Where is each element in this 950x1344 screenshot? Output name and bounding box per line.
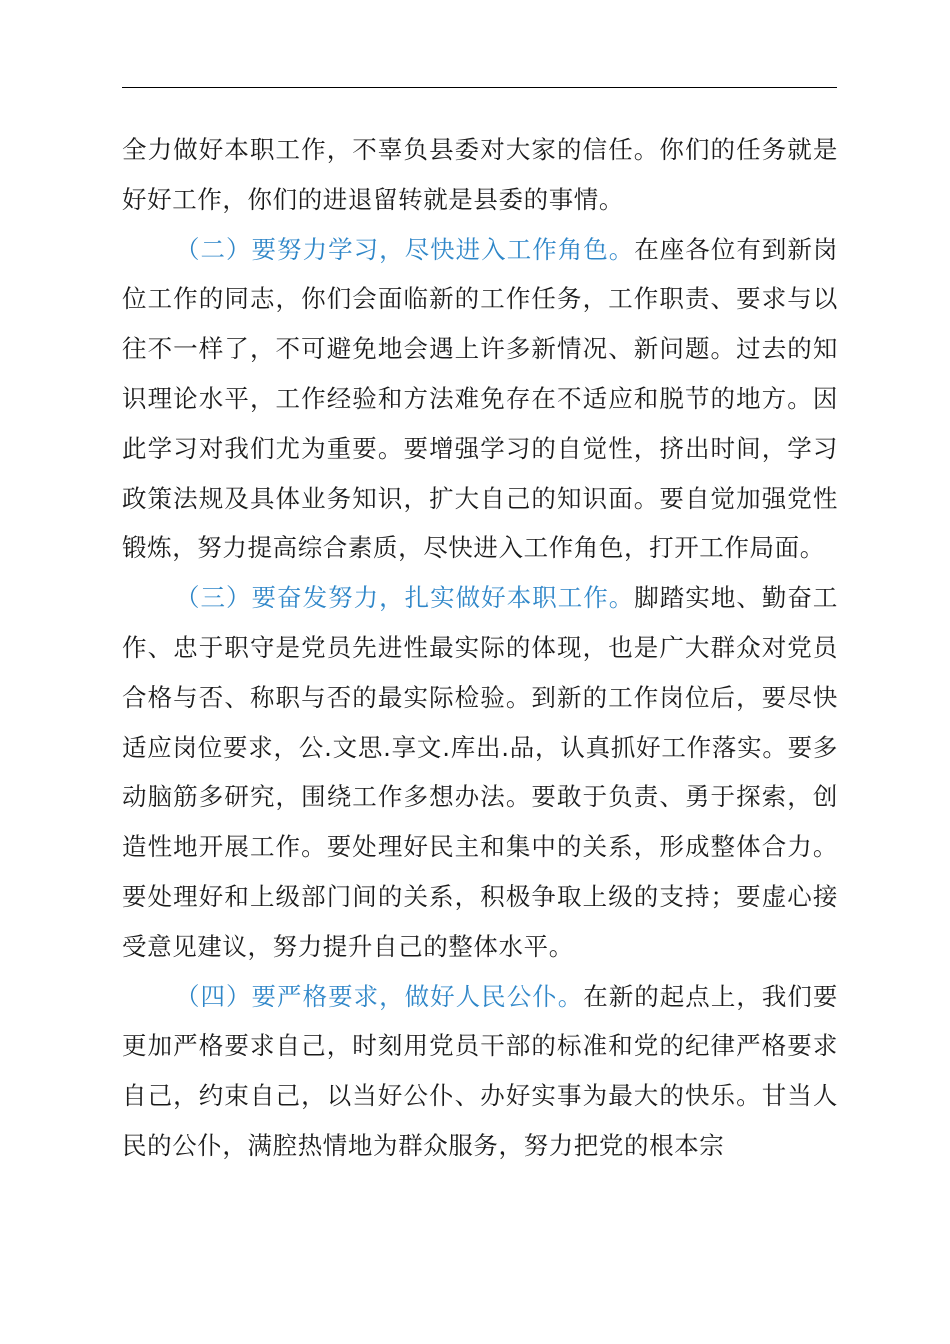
- paragraph-section-three: [122, 573, 838, 971]
- paragraph-text: 在座各位有到新岗位工作的同志，你们会面临新的工作任务，工作职责、要求与以往不一样了，不可避免地会遇上许多新情况、新问题。过去的知识理论水平，工作经验和方法难免存在不适应和脱节的地方。因此学习对我们尤为重要。要增强学习的自觉性，挤出时间，学习政策法规及具体业务知识，扩大自己的知识面。要自觉加强党性锻炼，努力提高综合素质，尽快进入工作角色，打开工作局面。: [122, 234, 838, 563]
- paragraph-text: 全力做好本职工作，不辜负县委对大家的信任。你们的任务就是好好工作，你们的进退留转就是县委的事情。: [122, 135, 838, 214]
- document-body: [122, 125, 838, 1171]
- paragraph-text: 脚踏实地、勤奋工作、忠于职守是党员先进性最实际的体现，也是广大群众对党员合格与否、称职与否的最实际检验。到新的工作岗位后，要尽快适应岗位要求，公.文思.享文.库出.品，认真抓好工作落实。要多动脑筋多研究，围绕工作多想办法。要敢于负责、勇于探索，创造性地开展工作。要处理好民主和集中的关系，形成整体合力。要处理好和上级部门间的关系，积极争取上级的支持；要虚心接受意见建议，努力提升自己的整体水平。: [122, 583, 838, 961]
- paragraph-continuation: [122, 125, 838, 225]
- paragraph-section-four: [122, 972, 838, 1171]
- section-heading: （二）要努力学习，尽快进入工作角色。: [175, 234, 635, 264]
- paragraph-text: 在新的起点上，我们要更加严格要求自己，时刻用党员干部的标准和党的纪律严格要求自己，约束自己，以当好公仆、办好实事为最大的快乐。甘当人民的公仆，满腔热情地为群众服务，努力把党的根本宗: [122, 981, 838, 1160]
- section-heading: （三）要奋发努力，扎实做好本职工作。: [175, 583, 635, 613]
- paragraph-section-two: [122, 225, 838, 574]
- header-rule: [122, 87, 837, 88]
- section-heading: （四）要严格要求，做好人民公仆。: [175, 981, 584, 1011]
